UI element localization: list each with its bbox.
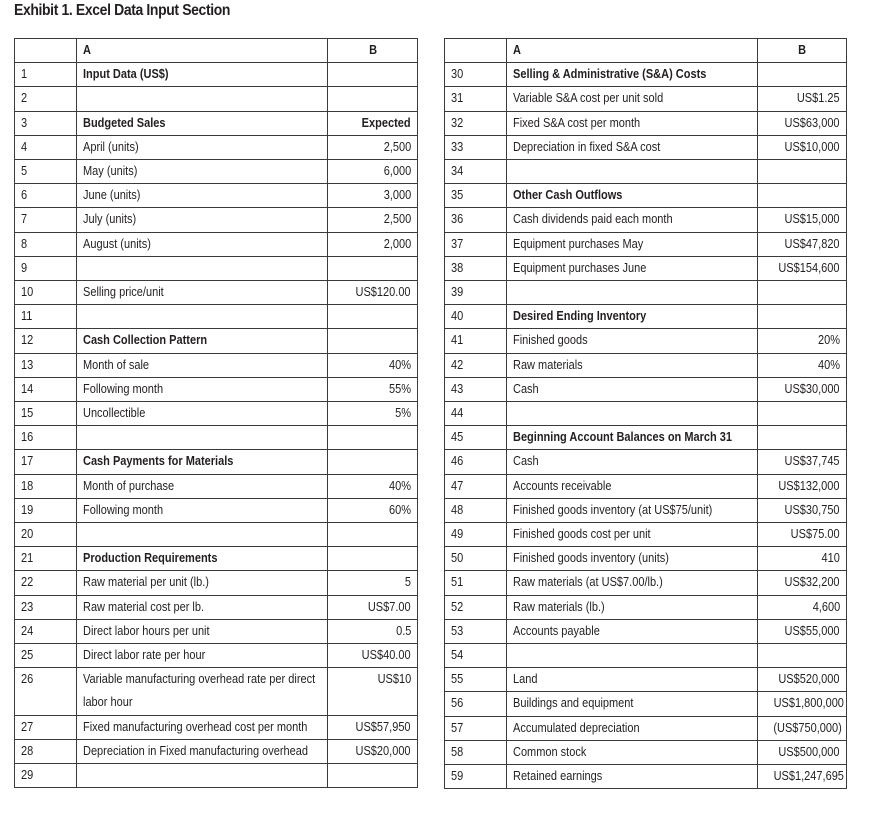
table-row: [445, 474, 847, 498]
row-number[interactable]: 46: [445, 450, 507, 474]
cell-b[interactable]: 2,500: [328, 135, 418, 159]
row-number[interactable]: 22: [15, 571, 77, 595]
cell-a[interactable]: Land: [507, 668, 758, 692]
cell-b[interactable]: US$1,800,000: [758, 692, 847, 716]
row-number[interactable]: 58: [445, 740, 507, 764]
cell-b[interactable]: [758, 426, 847, 450]
cell-a[interactable]: Fixed S&A cost per month: [507, 111, 758, 135]
cell-b[interactable]: 20%: [758, 329, 847, 353]
table-row: [15, 764, 418, 788]
cell-a[interactable]: [77, 256, 328, 280]
cell-b[interactable]: 5: [328, 571, 418, 595]
row-number[interactable]: 35: [445, 184, 507, 208]
cell-b[interactable]: [328, 63, 418, 87]
cell-b[interactable]: [758, 644, 847, 668]
table-row: [445, 353, 847, 377]
cell-a[interactable]: Variable S&A cost per unit sold: [507, 87, 758, 111]
table-row: [15, 450, 418, 474]
cell-b[interactable]: (US$750,000): [758, 716, 847, 740]
cell-a[interactable]: Retained earnings: [507, 765, 758, 789]
cell-a[interactable]: August (units): [77, 232, 328, 256]
cell-a[interactable]: Month of sale: [77, 353, 328, 377]
table-row: [15, 523, 418, 547]
cell-a[interactable]: Uncollectible: [77, 402, 328, 426]
cell-a[interactable]: Finished goods inventory (units): [507, 547, 758, 571]
row-number[interactable]: 40: [445, 305, 507, 329]
cell-b[interactable]: US$10: [328, 668, 418, 715]
table-row: [15, 256, 418, 280]
row-number[interactable]: 17: [15, 450, 77, 474]
cell-b[interactable]: 2,000: [328, 232, 418, 256]
row-number[interactable]: 51: [445, 571, 507, 595]
table-row: [445, 692, 847, 716]
cell-a[interactable]: Accounts receivable: [507, 474, 758, 498]
cell-a[interactable]: [507, 160, 758, 184]
cell-b[interactable]: US$37,745: [758, 450, 847, 474]
cell-a[interactable]: Equipment purchases May: [507, 232, 758, 256]
row-number[interactable]: 12: [15, 329, 77, 353]
cell-a[interactable]: Raw materials (at US$7.00/lb.): [507, 571, 758, 595]
row-number[interactable]: 56: [445, 692, 507, 716]
row-number[interactable]: 55: [445, 668, 507, 692]
row-number[interactable]: 5: [15, 160, 77, 184]
row-number[interactable]: 33: [445, 135, 507, 159]
cell-b[interactable]: US$132,000: [758, 474, 847, 498]
cell-a[interactable]: Accumulated depreciation: [507, 716, 758, 740]
table-row: [15, 305, 418, 329]
cell-b[interactable]: 5%: [328, 402, 418, 426]
row-number[interactable]: 48: [445, 498, 507, 522]
cell-a[interactable]: Variable manufacturing overhead rate per direct labor hour: [77, 668, 328, 715]
cell-a[interactable]: [77, 764, 328, 788]
table-row: [15, 160, 418, 184]
table-row: [445, 740, 847, 764]
table-row: [445, 305, 847, 329]
cell-a[interactable]: Depreciation in Fixed manufacturing overhead: [77, 739, 328, 763]
row-number[interactable]: 13: [15, 353, 77, 377]
table-row: [445, 160, 847, 184]
cell-b[interactable]: US$32,200: [758, 571, 847, 595]
row-number[interactable]: 34: [445, 160, 507, 184]
row-number[interactable]: 28: [15, 739, 77, 763]
cell-a[interactable]: Following month: [77, 498, 328, 522]
table-row: [15, 571, 418, 595]
table-row: [445, 281, 847, 305]
row-number[interactable]: 42: [445, 353, 507, 377]
cell-b[interactable]: 55%: [328, 377, 418, 401]
table-row: [15, 111, 418, 135]
cell-a[interactable]: Selling price/unit: [77, 281, 328, 305]
cell-a[interactable]: Cash Collection Pattern: [77, 329, 328, 353]
cell-a[interactable]: [77, 523, 328, 547]
cell-b[interactable]: US$1.25: [758, 87, 847, 111]
cell-b[interactable]: [328, 764, 418, 788]
table-row: [445, 377, 847, 401]
cell-a[interactable]: Equipment purchases June: [507, 256, 758, 280]
table-row: [445, 426, 847, 450]
row-number[interactable]: 53: [445, 619, 507, 643]
cell-b[interactable]: 6,000: [328, 160, 418, 184]
cell-a[interactable]: Raw materials (lb.): [507, 595, 758, 619]
row-number[interactable]: 18: [15, 474, 77, 498]
table-row: [15, 377, 418, 401]
table-row: [15, 353, 418, 377]
cell-b[interactable]: [328, 450, 418, 474]
row-number[interactable]: 47: [445, 474, 507, 498]
cell-a[interactable]: Common stock: [507, 740, 758, 764]
cell-b[interactable]: [758, 305, 847, 329]
row-number[interactable]: 4: [15, 135, 77, 159]
cell-a[interactable]: July (units): [77, 208, 328, 232]
spreadsheet-left: [14, 38, 418, 788]
table-row: [15, 715, 418, 739]
exhibit-title: Exhibit 1. Excel Data Input Section: [14, 2, 231, 19]
cell-b[interactable]: [328, 523, 418, 547]
corner-cell[interactable]: [445, 39, 507, 63]
cell-a[interactable]: Other Cash Outflows: [507, 184, 758, 208]
table-row: [445, 644, 847, 668]
row-number[interactable]: 21: [15, 547, 77, 571]
table-row: [15, 426, 418, 450]
row-number[interactable]: 31: [445, 87, 507, 111]
cell-a[interactable]: Following month: [77, 377, 328, 401]
cell-a[interactable]: Accounts payable: [507, 619, 758, 643]
row-number[interactable]: 20: [15, 523, 77, 547]
table-row: [15, 498, 418, 522]
table-row: [445, 256, 847, 280]
row-number[interactable]: 45: [445, 426, 507, 450]
cell-b[interactable]: Expected: [328, 111, 418, 135]
cell-b[interactable]: 4,600: [758, 595, 847, 619]
table-row: [445, 135, 847, 159]
table-row: [15, 644, 418, 668]
cell-a[interactable]: Raw material per unit (lb.): [77, 571, 328, 595]
cell-a[interactable]: [77, 87, 328, 111]
cell-b[interactable]: US$30,000: [758, 377, 847, 401]
table-row: [445, 63, 847, 87]
row-number[interactable]: 7: [15, 208, 77, 232]
cell-b[interactable]: 60%: [328, 498, 418, 522]
cell-b[interactable]: [758, 402, 847, 426]
row-number[interactable]: 2: [15, 87, 77, 111]
cell-b[interactable]: 3,000: [328, 184, 418, 208]
cell-a[interactable]: Finished goods: [507, 329, 758, 353]
row-number[interactable]: 32: [445, 111, 507, 135]
cell-b[interactable]: 40%: [328, 353, 418, 377]
row-number[interactable]: 57: [445, 716, 507, 740]
row-number[interactable]: 30: [445, 63, 507, 87]
table-row: [445, 619, 847, 643]
row-number[interactable]: 44: [445, 402, 507, 426]
table-row: [445, 498, 847, 522]
table-row: [445, 232, 847, 256]
cell-b[interactable]: US$75.00: [758, 523, 847, 547]
cell-a[interactable]: Cash: [507, 377, 758, 401]
table-row: [15, 547, 418, 571]
cell-b[interactable]: US$15,000: [758, 208, 847, 232]
cell-b[interactable]: US$57,950: [328, 715, 418, 739]
table-row: [445, 523, 847, 547]
cell-b[interactable]: [328, 547, 418, 571]
table-row: [445, 571, 847, 595]
table-row: [445, 668, 847, 692]
column-header-a[interactable]: A: [507, 39, 758, 63]
table-row: [15, 87, 418, 111]
cell-b[interactable]: [328, 426, 418, 450]
row-number[interactable]: 11: [15, 305, 77, 329]
table-row: [15, 329, 418, 353]
table-row: [15, 619, 418, 643]
cell-b[interactable]: 40%: [328, 474, 418, 498]
cell-a[interactable]: Buildings and equipment: [507, 692, 758, 716]
cell-a[interactable]: Finished goods cost per unit: [507, 523, 758, 547]
table-row: [15, 402, 418, 426]
row-number[interactable]: 15: [15, 402, 77, 426]
row-number[interactable]: 38: [445, 256, 507, 280]
row-number[interactable]: 37: [445, 232, 507, 256]
cell-b[interactable]: 2,500: [328, 208, 418, 232]
column-header-row: [15, 39, 418, 63]
table-row: [15, 281, 418, 305]
cell-b[interactable]: US$55,000: [758, 619, 847, 643]
row-number[interactable]: 14: [15, 377, 77, 401]
cell-a[interactable]: Cash: [507, 450, 758, 474]
cell-b[interactable]: US$10,000: [758, 135, 847, 159]
cell-a[interactable]: Input Data (US$): [77, 63, 328, 87]
cell-a[interactable]: [77, 305, 328, 329]
cell-b[interactable]: [758, 184, 847, 208]
spreadsheet-right: [444, 38, 847, 789]
table-row: [15, 739, 418, 763]
cell-a[interactable]: June (units): [77, 184, 328, 208]
cell-b[interactable]: 40%: [758, 353, 847, 377]
table-row: [445, 765, 847, 789]
table-row: [15, 208, 418, 232]
cell-a[interactable]: Depreciation in fixed S&A cost: [507, 135, 758, 159]
cell-b[interactable]: [758, 63, 847, 87]
row-number[interactable]: 16: [15, 426, 77, 450]
cell-a[interactable]: [507, 281, 758, 305]
table-row: [445, 111, 847, 135]
row-number[interactable]: 3: [15, 111, 77, 135]
row-number[interactable]: 9: [15, 256, 77, 280]
cell-b[interactable]: US$120.00: [328, 281, 418, 305]
column-header-row: [445, 39, 847, 63]
table-row: [445, 450, 847, 474]
row-number[interactable]: 39: [445, 281, 507, 305]
cell-a[interactable]: Cash dividends paid each month: [507, 208, 758, 232]
table-row: [15, 184, 418, 208]
cell-b[interactable]: US$7.00: [328, 595, 418, 619]
cell-b[interactable]: [328, 87, 418, 111]
row-number[interactable]: 6: [15, 184, 77, 208]
cell-b[interactable]: [328, 329, 418, 353]
row-number[interactable]: 25: [15, 644, 77, 668]
cell-a[interactable]: Fixed manufacturing overhead cost per month: [77, 715, 328, 739]
cell-a[interactable]: Direct labor rate per hour: [77, 644, 328, 668]
cell-a[interactable]: April (units): [77, 135, 328, 159]
cell-b[interactable]: US$154,600: [758, 256, 847, 280]
table-row: [445, 329, 847, 353]
cell-b[interactable]: [758, 281, 847, 305]
cell-b[interactable]: US$47,820: [758, 232, 847, 256]
table-row: [445, 184, 847, 208]
row-number[interactable]: 27: [15, 715, 77, 739]
cell-b[interactable]: 410: [758, 547, 847, 571]
cell-b[interactable]: [328, 256, 418, 280]
cell-a[interactable]: [507, 402, 758, 426]
column-header-b[interactable]: B: [328, 39, 418, 63]
row-number[interactable]: 59: [445, 765, 507, 789]
cell-b[interactable]: US$30,750: [758, 498, 847, 522]
row-number[interactable]: 29: [15, 764, 77, 788]
table-row: [445, 595, 847, 619]
cell-a[interactable]: Cash Payments for Materials: [77, 450, 328, 474]
table-row: [15, 135, 418, 159]
row-number[interactable]: 50: [445, 547, 507, 571]
cell-a[interactable]: May (units): [77, 160, 328, 184]
cell-a[interactable]: [77, 426, 328, 450]
row-number[interactable]: 1: [15, 63, 77, 87]
cell-a[interactable]: Beginning Account Balances on March 31: [507, 426, 758, 450]
cell-a[interactable]: Finished goods inventory (at US$75/unit): [507, 498, 758, 522]
cell-a[interactable]: Month of purchase: [77, 474, 328, 498]
row-number[interactable]: 8: [15, 232, 77, 256]
row-number[interactable]: 23: [15, 595, 77, 619]
cell-b[interactable]: [758, 160, 847, 184]
row-number[interactable]: 54: [445, 644, 507, 668]
table-row: [445, 87, 847, 111]
cell-a[interactable]: Raw material cost per lb.: [77, 595, 328, 619]
cell-a[interactable]: Production Requirements: [77, 547, 328, 571]
table-row: [15, 63, 418, 87]
cell-a[interactable]: Budgeted Sales: [77, 111, 328, 135]
row-number[interactable]: 26: [15, 668, 77, 715]
table-row: [445, 402, 847, 426]
cell-b[interactable]: US$20,000: [328, 739, 418, 763]
table-row: [15, 595, 418, 619]
row-number[interactable]: 24: [15, 619, 77, 643]
cell-b[interactable]: US$40.00: [328, 644, 418, 668]
table-row: [445, 547, 847, 571]
table-row: [445, 208, 847, 232]
row-number[interactable]: 19: [15, 498, 77, 522]
row-number[interactable]: 36: [445, 208, 507, 232]
table-row: [15, 474, 418, 498]
cell-a[interactable]: [507, 644, 758, 668]
cell-a[interactable]: Desired Ending Inventory: [507, 305, 758, 329]
row-number[interactable]: 10: [15, 281, 77, 305]
cell-b[interactable]: [328, 305, 418, 329]
column-header-a[interactable]: A: [77, 39, 328, 63]
row-number[interactable]: 52: [445, 595, 507, 619]
cell-a[interactable]: Raw materials: [507, 353, 758, 377]
cell-b[interactable]: US$1,247,695: [758, 765, 847, 789]
table-row: [15, 232, 418, 256]
cell-b[interactable]: 0.5: [328, 619, 418, 643]
cell-b[interactable]: US$500,000: [758, 740, 847, 764]
row-number[interactable]: 49: [445, 523, 507, 547]
corner-cell[interactable]: [15, 39, 77, 63]
row-number[interactable]: 43: [445, 377, 507, 401]
cell-a[interactable]: Direct labor hours per unit: [77, 619, 328, 643]
cell-b[interactable]: US$520,000: [758, 668, 847, 692]
column-header-b[interactable]: B: [758, 39, 847, 63]
row-number[interactable]: 41: [445, 329, 507, 353]
table-row: [15, 668, 418, 715]
cell-b[interactable]: US$63,000: [758, 111, 847, 135]
table-row: [445, 716, 847, 740]
cell-a[interactable]: Selling & Administrative (S&A) Costs: [507, 63, 758, 87]
